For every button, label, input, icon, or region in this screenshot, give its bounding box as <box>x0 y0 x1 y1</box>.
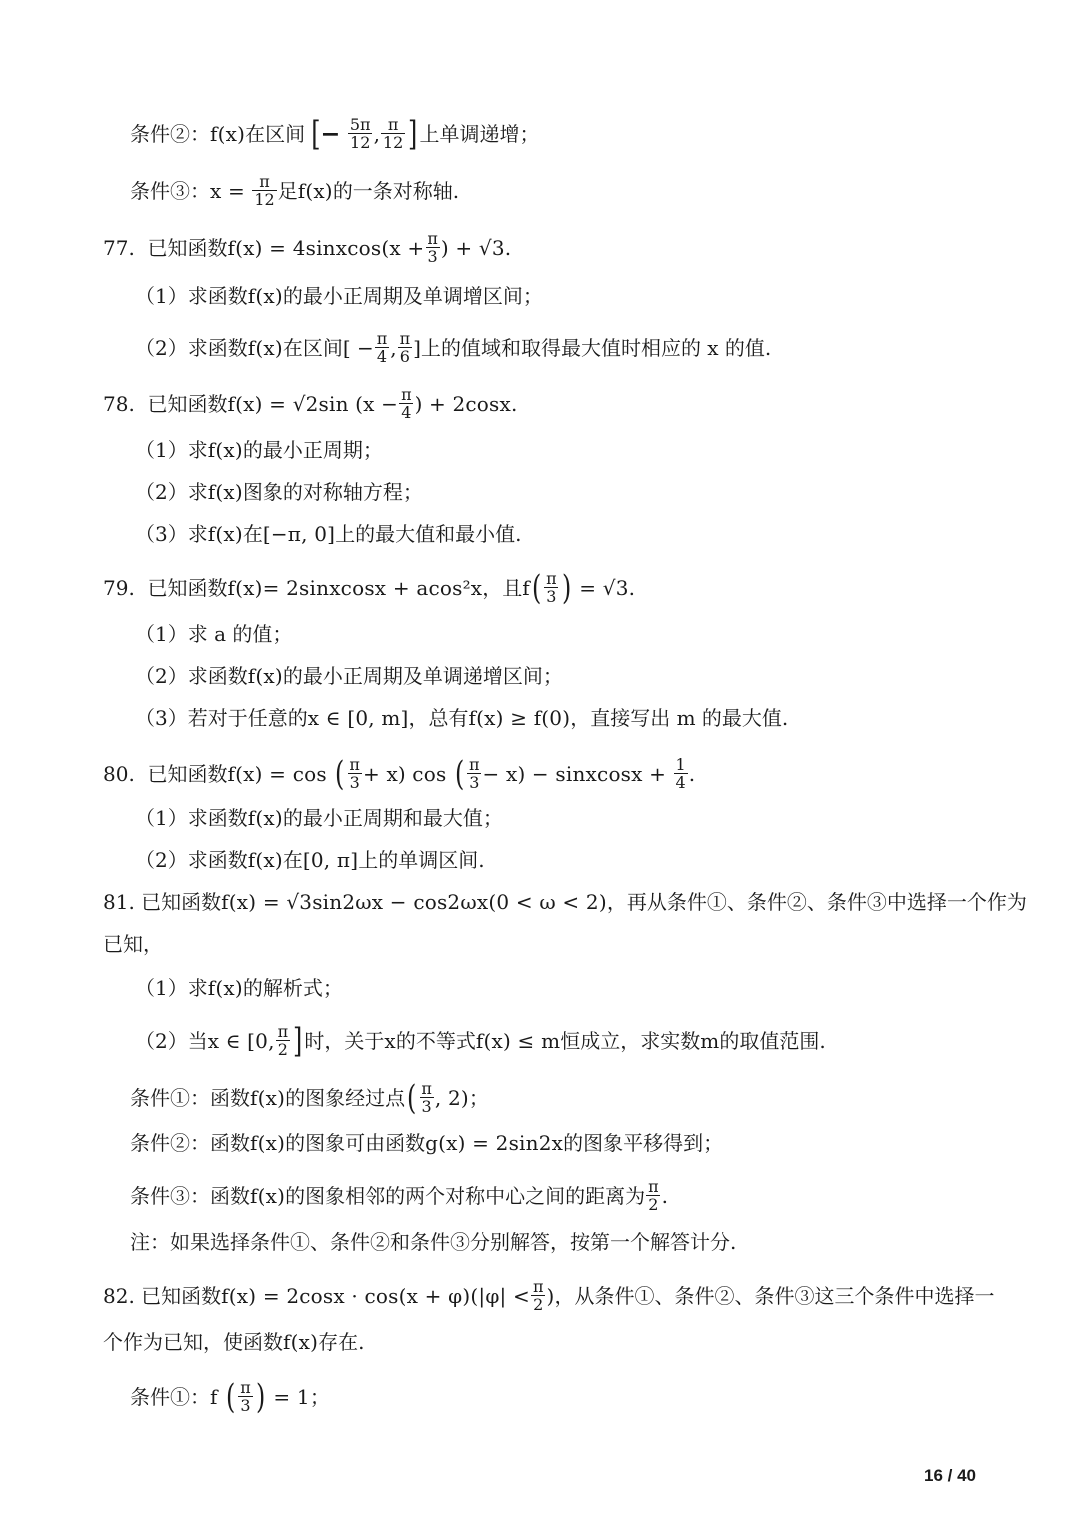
text: 的图象经过点 <box>285 1085 406 1110</box>
math: m <box>700 1028 720 1053</box>
math: f(x) = 4sinxcos(x + <box>227 235 425 260</box>
text: 已知函数 <box>147 391 228 416</box>
math: ] <box>293 1020 303 1061</box>
text: 的解析式； <box>242 976 343 1000</box>
text: 上的最大值和最小值. <box>335 522 522 546</box>
math: = √3. <box>579 575 636 600</box>
text: 时，关于 <box>304 1028 385 1053</box>
fraction: $\frac{\pi}{12}$ <box>382 115 404 152</box>
q77-part-2 <box>135 330 771 365</box>
page-number: 16 / 40 <box>924 1466 976 1485</box>
math: , 2) <box>434 1085 469 1110</box>
q78-part-1 <box>135 436 383 464</box>
text: （1）求 <box>135 438 208 462</box>
text: 条件③： <box>130 178 210 203</box>
math: f(x) <box>210 121 246 146</box>
text: 的一条对称轴. <box>332 178 460 203</box>
question-number: 79. <box>103 575 135 600</box>
text: （2）求函数 <box>135 848 248 872</box>
math: (x − <box>355 391 399 416</box>
math: ( <box>225 1376 236 1417</box>
q81-condition-1 <box>130 1077 489 1118</box>
text: 条件③：函数 <box>130 1183 250 1208</box>
text: 在 <box>242 522 263 546</box>
question-79 <box>103 567 636 608</box>
text: 的不等式 <box>395 1028 476 1053</box>
text: 已知函数 <box>147 575 228 600</box>
question-number: 81. <box>103 890 135 914</box>
fraction: $\frac{5\pi}{12}$ <box>349 115 371 152</box>
math: g(x) = 2sin2x <box>425 1131 564 1155</box>
fraction: $\frac{\pi}{3}$ <box>427 229 438 266</box>
text: ； <box>468 1085 489 1110</box>
text: 的图象平移得到； <box>563 1131 724 1155</box>
text: （2）求函数 <box>135 664 248 688</box>
question-number: 78. <box>103 391 135 416</box>
text: （1）求函数 <box>135 284 248 308</box>
question-number: 82. <box>103 1283 135 1308</box>
text: 个作为已知，使函数 <box>103 1330 283 1354</box>
question-78 <box>103 386 518 421</box>
q79-part-3 <box>135 704 788 732</box>
text: 的最小正周期； <box>242 438 383 462</box>
q81-note <box>130 1228 736 1256</box>
math: x = <box>210 178 245 203</box>
math: ) <box>255 1376 266 1417</box>
math: f(x) <box>247 284 283 308</box>
text: 条件②： <box>130 121 210 146</box>
condition-3-line <box>130 173 459 208</box>
math: [0, π] <box>302 848 359 872</box>
fraction: $\frac{1}{4}$ <box>675 755 686 792</box>
math: f(x)= 2sinxcosx + acos²x <box>227 575 483 600</box>
math: f(x) <box>247 806 283 830</box>
question-80 <box>103 753 696 794</box>
math: ( <box>335 753 345 794</box>
math: ) <box>414 391 423 416</box>
math: f(x) <box>250 1085 286 1110</box>
fraction: $\frac{\pi}{2}$ <box>648 1177 659 1214</box>
text: 在区间 <box>245 121 306 146</box>
fraction: $\frac{\pi}{3}$ <box>240 1378 251 1415</box>
fraction: $\frac{\pi}{3}$ <box>546 569 557 606</box>
text: 已知函数 <box>147 235 228 260</box>
math: f(x) = 2cosx · cos(x + φ)(|φ| < <box>221 1283 530 1308</box>
math: f(x) <box>297 178 333 203</box>
text: 的最小正周期和最大值； <box>282 806 503 830</box>
question-82-cont <box>103 1328 364 1356</box>
math: , <box>373 121 380 146</box>
text: ，且 <box>482 575 523 600</box>
math: + 2cosx. <box>428 391 518 416</box>
fraction: $\frac{\pi}{3}$ <box>421 1079 432 1116</box>
text: ，再从条件①、条件②、条件③中选择一个作为 <box>606 890 1027 914</box>
math: cos <box>412 761 447 786</box>
fraction: $\frac{\pi}{3}$ <box>469 755 480 792</box>
math: f(x) <box>247 335 283 360</box>
text: ，直接写出 m 的最大值. <box>570 706 789 730</box>
question-number: 77. <box>103 235 135 260</box>
text: 已知， <box>103 932 163 956</box>
q77-part-1 <box>135 282 543 310</box>
math: f <box>210 1384 218 1409</box>
math: − sinxcosx + <box>531 761 667 786</box>
text: （2）当 <box>135 1028 208 1053</box>
math: f(x) <box>207 522 243 546</box>
text: ，总有 <box>408 706 469 730</box>
text: 在 <box>282 848 303 872</box>
math: [− <box>311 113 341 154</box>
text: 已知函数 <box>141 890 222 914</box>
text: 注：如果选择条件①、条件②和条件③分别解答，按第一个解答计分. <box>130 1230 737 1254</box>
math: − x) <box>482 761 526 786</box>
q80-part-2 <box>135 846 485 874</box>
condition-2-line <box>130 113 540 154</box>
text: 足 <box>277 178 298 203</box>
math: f(x) ≤ m <box>475 1028 561 1053</box>
question-number: 80. <box>103 761 135 786</box>
math: ( <box>454 753 465 794</box>
math: x ∈ [0, m] <box>307 706 409 730</box>
q81-condition-2 <box>130 1129 723 1157</box>
math: + x) <box>362 761 406 786</box>
math: ] <box>408 113 418 154</box>
q78-part-2 <box>135 478 423 506</box>
q81-part-2 <box>135 1020 826 1061</box>
text: （3）求 <box>135 522 208 546</box>
text: （2）求函数 <box>135 335 248 360</box>
text: 条件①： <box>130 1384 210 1409</box>
text: 恒成立，求实数 <box>560 1028 701 1053</box>
math: ) <box>546 1283 555 1308</box>
text: ]上的值域和取得最大值时相应的 x 的值. <box>413 335 772 360</box>
q78-part-3 <box>135 520 522 548</box>
math: x ∈ <box>207 1028 241 1053</box>
text: 的图象相邻的两个对称中心之间的距离为 <box>285 1183 646 1208</box>
question-77 <box>103 230 511 265</box>
fraction: $\frac{\pi}{3}$ <box>349 755 360 792</box>
q81-part-1 <box>135 974 343 1002</box>
math: ( <box>407 1077 417 1118</box>
text: （1）求 <box>135 976 208 1000</box>
text: 的最小正周期及单调递增区间； <box>282 664 563 688</box>
math: f(x) = cos <box>227 761 327 786</box>
math: f(x) <box>207 438 243 462</box>
text: 存在. <box>318 1330 365 1354</box>
text: 条件②：函数 <box>130 1131 250 1155</box>
math: f(x) <box>283 1330 319 1354</box>
fraction: $\frac{\pi}{2}$ <box>277 1022 289 1059</box>
text: （1）求 a 的值； <box>135 622 293 646</box>
text: 已知函数 <box>147 761 228 786</box>
math: f(x) <box>247 848 283 872</box>
math: ) + √3. <box>440 235 512 260</box>
fraction: $\frac{\pi}{12}$ <box>254 172 275 209</box>
math: [0, <box>247 1028 275 1053</box>
math: x <box>384 1028 396 1053</box>
text: 的最小正周期及单调增区间； <box>282 284 543 308</box>
math: f(x) <box>207 976 243 1000</box>
question-81-cont <box>103 930 163 958</box>
text: . <box>661 1183 668 1208</box>
math: f(x) = √2sin <box>227 391 349 416</box>
math: f(x) = √3sin2ωx − cos2ωx(0 < ω < 2) <box>221 890 607 914</box>
math: , <box>390 335 397 360</box>
q80-part-1 <box>135 804 503 832</box>
math: f <box>522 575 530 600</box>
math: f(x) <box>207 480 243 504</box>
text: （1）求函数 <box>135 806 248 830</box>
fraction: $\frac{\pi}{4}$ <box>401 385 412 422</box>
text: 已知函数 <box>141 1283 222 1308</box>
text: 上单调递增； <box>419 121 540 146</box>
q79-part-1 <box>135 620 292 648</box>
math: . <box>688 761 696 786</box>
q82-condition-1 <box>130 1376 331 1417</box>
q81-condition-3 <box>130 1178 668 1213</box>
math: f(x) <box>247 664 283 688</box>
text: 上的单调区间. <box>358 848 485 872</box>
math: ) <box>561 567 571 608</box>
fraction: $\frac{\pi}{6}$ <box>399 329 411 366</box>
text: 在区间[ − <box>282 335 374 360</box>
fraction: $\frac{\pi}{4}$ <box>376 329 388 366</box>
question-82 <box>103 1278 995 1313</box>
text: 条件①：函数 <box>130 1085 250 1110</box>
text: 的图象可由函数 <box>285 1131 426 1155</box>
math: f(x) ≥ f(0) <box>468 706 571 730</box>
text: （2）求 <box>135 480 208 504</box>
q79-part-2 <box>135 662 563 690</box>
math: = 1； <box>273 1384 331 1409</box>
text: 图象的对称轴方程； <box>242 480 423 504</box>
text: 的取值范围. <box>719 1028 826 1053</box>
math: f(x) <box>250 1131 286 1155</box>
text: （3）若对于任意的 <box>135 706 308 730</box>
math: f(x) <box>250 1183 286 1208</box>
math: [−π, 0] <box>262 522 336 546</box>
text: ，从条件①、条件②、条件③这三个条件中选择一 <box>554 1283 995 1308</box>
fraction: $\frac{\pi}{2}$ <box>532 1277 544 1314</box>
question-81 <box>103 888 1027 916</box>
math: ( <box>531 567 542 608</box>
